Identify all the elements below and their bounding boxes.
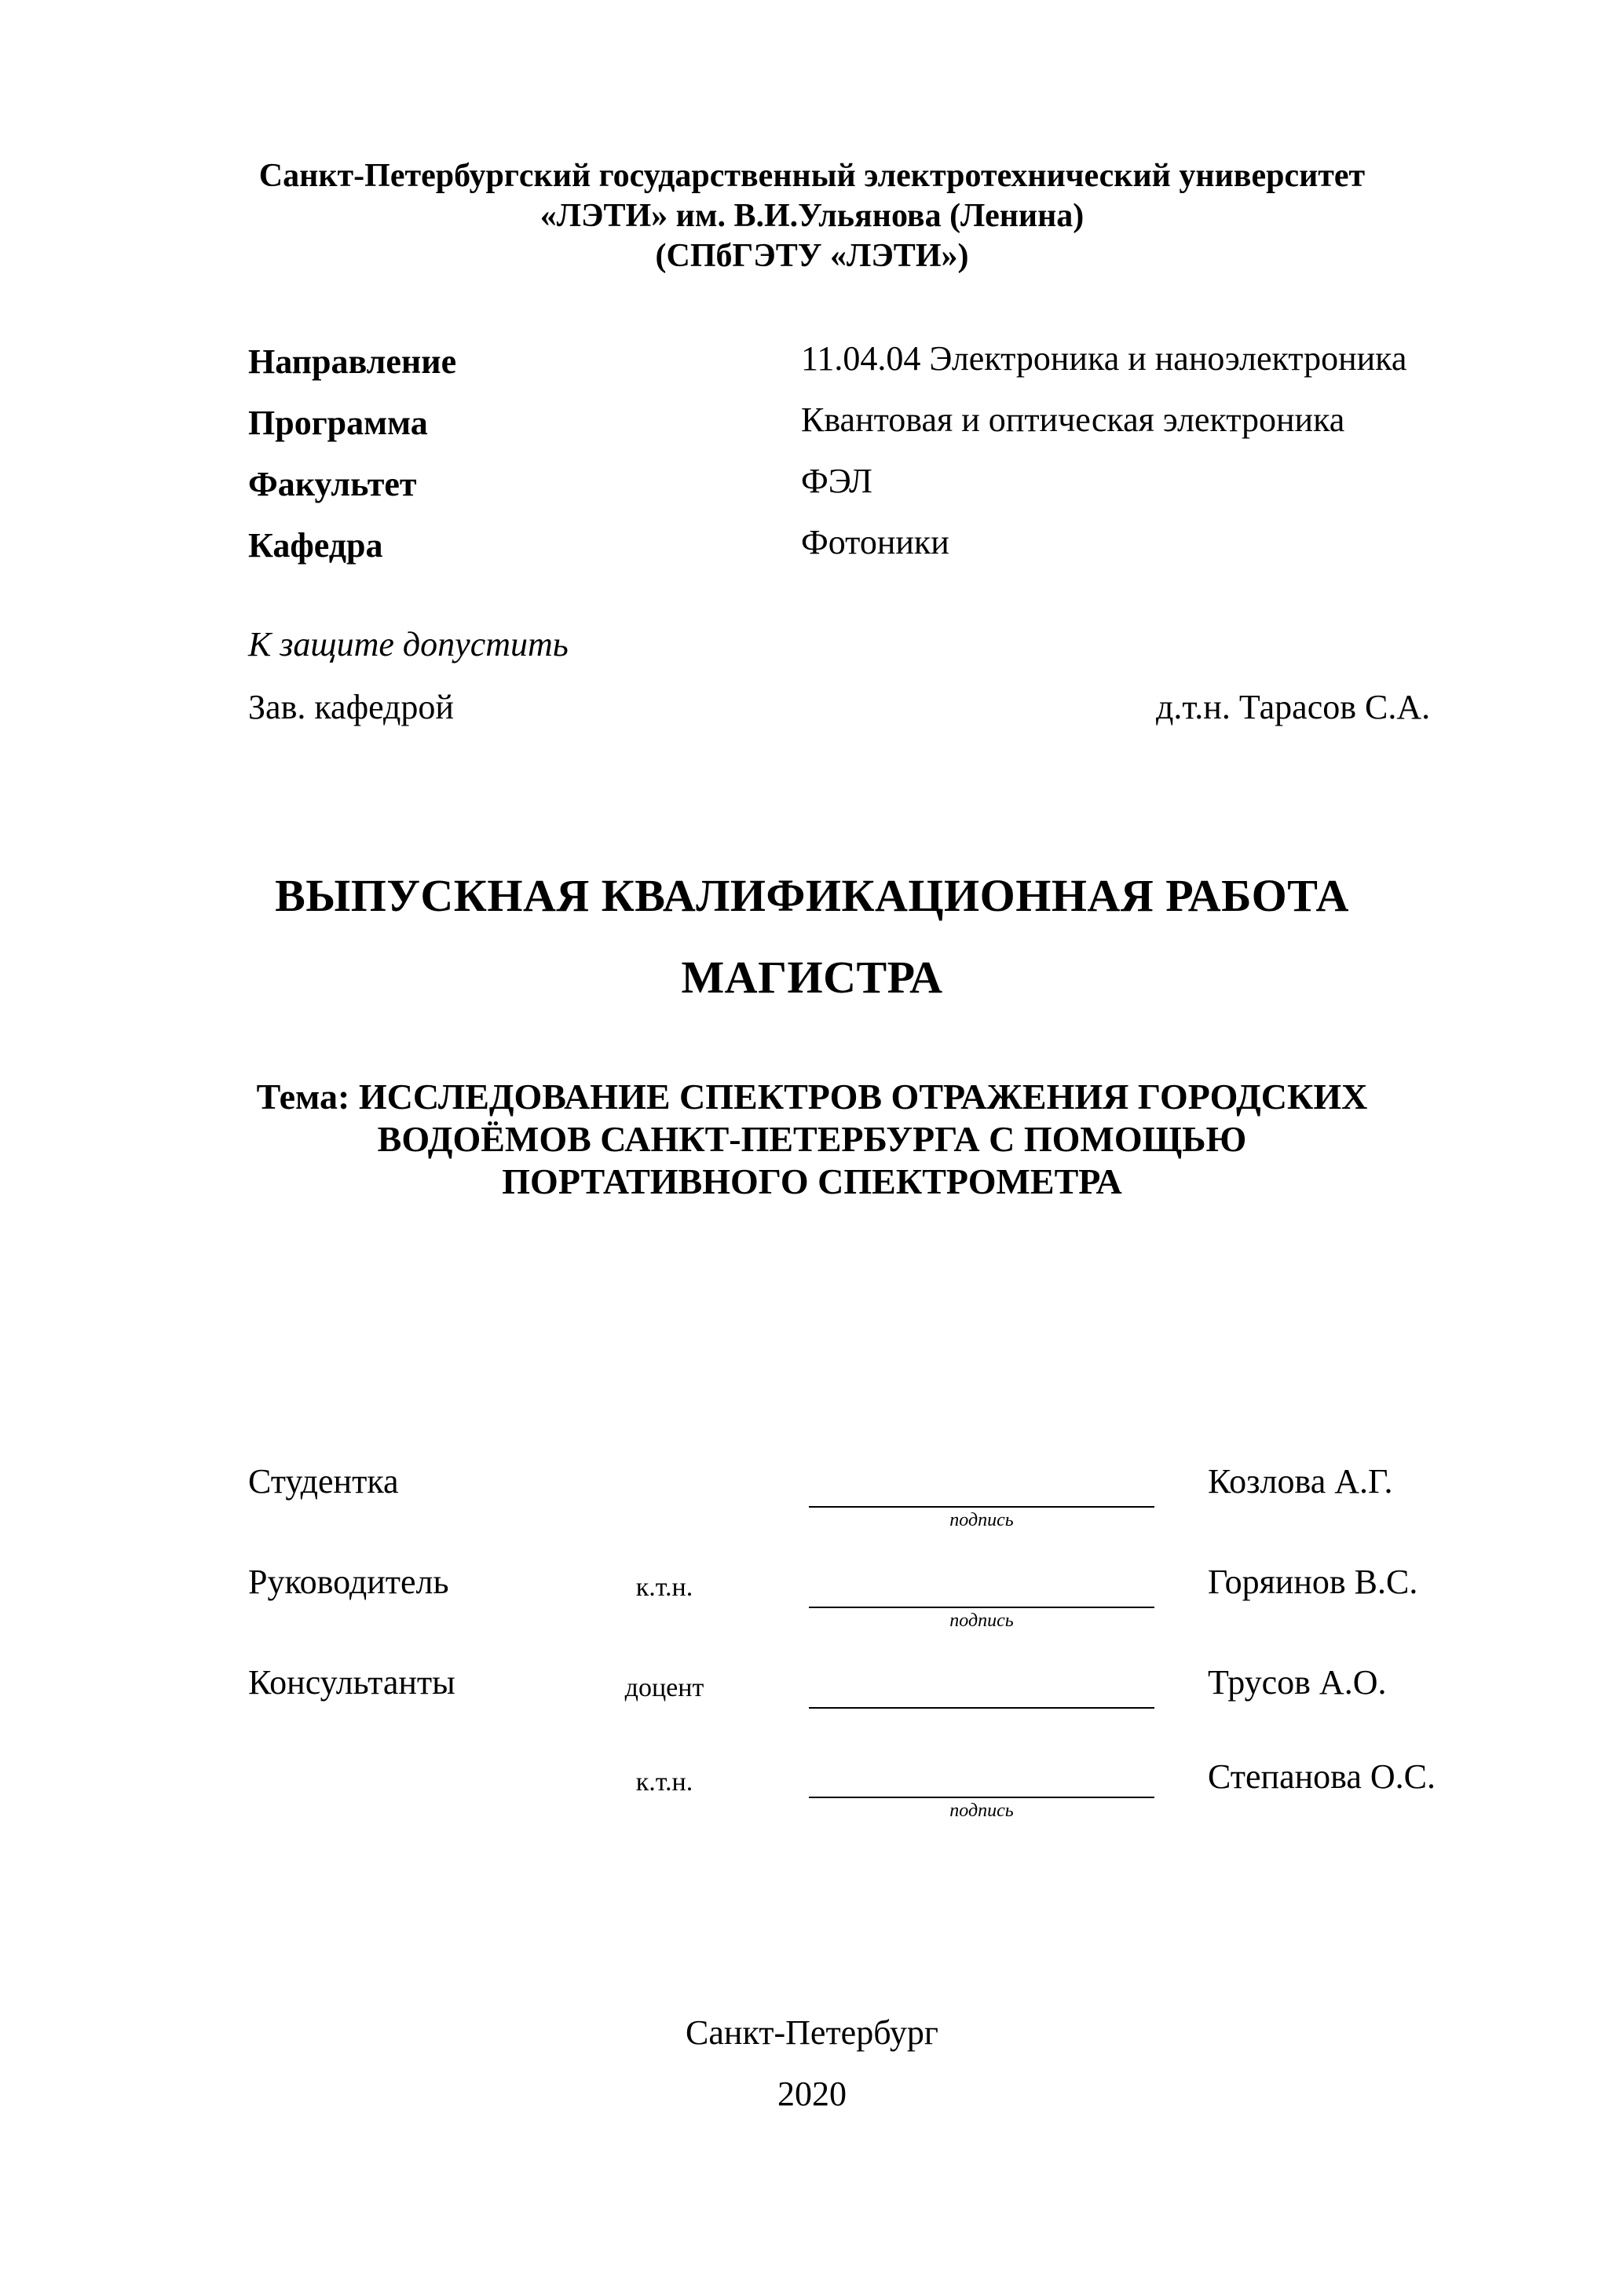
consultant-2-degree: к.т.н. [635,1768,693,1797]
supervisor-role: Руководитель [248,1563,449,1601]
faculty-label: Факультет [248,465,417,503]
student-signature-caption: подпись [949,1510,1014,1530]
student-name: Козлова А.Г. [1208,1462,1393,1501]
student-signature-line [809,1506,1154,1508]
topic-line-2: ВОДОЁМОВ САНКТ-ПЕТЕРБУРГА С ПОМОЩЬЮ [377,1119,1247,1159]
department-label: Кафедра [248,526,383,565]
consultant-2-name: Степанова О.С. [1208,1757,1436,1796]
consultant-1-name: Трусов А.О. [1208,1663,1387,1702]
consultant-1-degree: доцент [624,1673,704,1702]
program-label: Программа [248,404,428,442]
topic-line-1: Тема: ИССЛЕДОВАНИЕ СПЕКТРОВ ОТРАЖЕНИЯ ГОРОДСКИХ [256,1077,1368,1117]
consultant-1-signature-line [809,1707,1154,1709]
university-abbreviation: (СПбГЭТУ «ЛЭТИ») [655,238,969,274]
direction-value: 11.04.04 Электроника и наноэлектроника [801,339,1407,378]
consultants-role: Консультанты [248,1663,455,1702]
consultant-2-signature-caption: подпись [949,1801,1014,1821]
approval-role: Зав. кафедрой [248,688,454,726]
student-role: Студентка [248,1462,399,1501]
supervisor-signature-caption: подпись [949,1610,1014,1631]
consultant-2-signature-line [809,1797,1154,1798]
program-value: Квантовая и оптическая электроника [801,400,1345,439]
city: Санкт-Петербург [686,2013,938,2052]
approval-caption: К защите допустить [248,625,569,664]
topic-line-3: ПОРТАТИВНОГО СПЕКТРОМЕТРА [502,1161,1122,1201]
supervisor-degree: к.т.н. [635,1573,693,1602]
year: 2020 [777,2075,847,2113]
university-short-name: «ЛЭТИ» им. В.И.Ульянова (Ленина) [540,198,1084,234]
department-value: Фотоники [801,523,949,561]
approval-name: д.т.н. Тарасов С.А. [1156,688,1431,726]
supervisor-name: Горяинов В.С. [1208,1563,1418,1601]
document-title: ВЫПУСКНАЯ КВАЛИФИКАЦИОННАЯ РАБОТА [275,870,1349,921]
direction-label: Направление [248,342,457,381]
university-name: Санкт-Петербургский государственный электротехнический университет [258,158,1366,194]
supervisor-signature-line [809,1607,1154,1608]
document-title-degree: МАГИСТРА [681,952,943,1003]
faculty-value: ФЭЛ [801,462,872,500]
